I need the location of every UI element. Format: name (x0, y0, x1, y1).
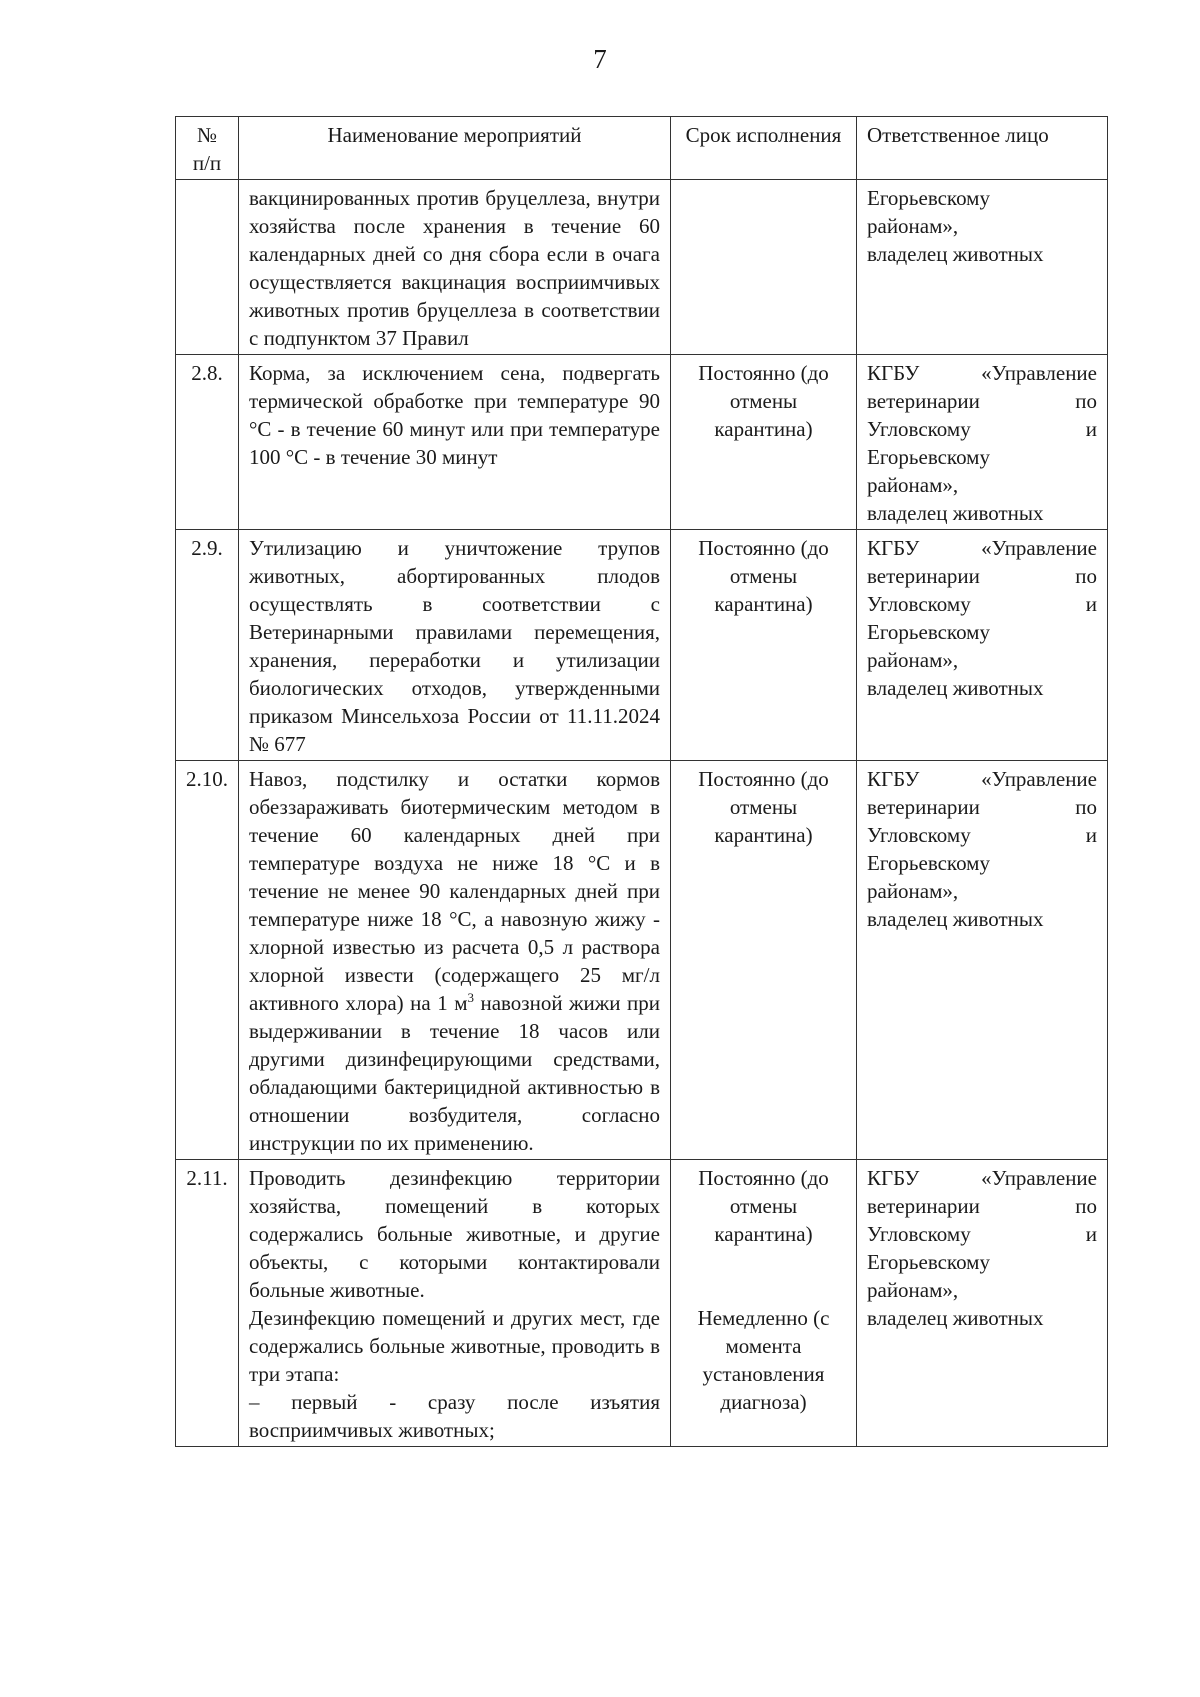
responsible-word: ветеринарии (867, 389, 980, 413)
responsible-word: по (1075, 795, 1097, 819)
responsible-word: «Управление (981, 361, 1097, 385)
responsible-word: ветеринарии (867, 1194, 980, 1218)
responsible-word: КГБУ (867, 767, 920, 791)
row-number: 2.11. (176, 1160, 239, 1447)
responsible-line (867, 1192, 1097, 1220)
row-number: 2.9. (176, 530, 239, 761)
responsible-word: по (1075, 1194, 1097, 1218)
table-row (176, 761, 1108, 1160)
responsible-word: Егорьевскому (867, 445, 990, 469)
deadline-entry: Постоянно (до отмены карантина) (698, 767, 829, 847)
measure-paragraph: Навоз, подстилку и остатки кормов обеззараживать биотермическим методом в течение 60 календарных дней при температуре воздуха не ниже 18 °С и в течение не менее 90 календарных дней при температуре ниже 18 °С, а навозную жижу - хлорной известью из расчета 0,5 л раствора хлорной извести (содержащего 25 мг/л активного хлора) на 1 $м^3$ навозной жижи при выдерживании в течение 18 часов или другими дизинфецирующими средствами, обладающими бактерицидной активностью в отношении возбудителя, согласно инструкции по их применению. (249, 767, 660, 1155)
responsible-word: «Управление (981, 1166, 1097, 1190)
responsible-word: ветеринарии (867, 795, 980, 819)
responsible-word: ветеринарии (867, 564, 980, 588)
responsible-word: районам», (867, 648, 959, 672)
responsible-line (867, 646, 1097, 674)
responsible-line (867, 905, 1097, 933)
responsible-word: районам», (867, 214, 959, 238)
page-number: 7 (593, 44, 607, 74)
measure-text (239, 180, 671, 355)
header-measure-name: Наименование мероприятий (239, 117, 671, 180)
responsible-word: и (1085, 592, 1097, 616)
table-body (176, 180, 1108, 1447)
responsible-line (867, 443, 1097, 471)
responsible-line (867, 1220, 1097, 1248)
deadline-entry: Постоянно (до отмены карантина) (698, 1166, 829, 1246)
responsible-word: по (1075, 389, 1097, 413)
responsible-line (867, 534, 1097, 562)
deadline-text (671, 1160, 857, 1447)
responsible-word: «Управление (981, 767, 1097, 791)
row-number (176, 180, 239, 355)
deadline-text (671, 530, 857, 761)
measure-text (239, 1160, 671, 1447)
table-row (176, 530, 1108, 761)
responsible-line (867, 240, 1097, 268)
responsible-word: Угловскому (867, 592, 971, 616)
responsible-line (867, 849, 1097, 877)
responsible-word: владелец животных (867, 501, 1044, 525)
deadline-entry: Немедленно (с момента установления диагноза) (697, 1306, 830, 1414)
responsible-line (867, 1164, 1097, 1192)
responsible-word: районам», (867, 879, 959, 903)
deadline-text (671, 180, 857, 355)
responsible-word: и (1085, 417, 1097, 441)
responsible-line (867, 212, 1097, 240)
responsible-text (857, 1160, 1108, 1447)
responsible-line (867, 184, 1097, 212)
responsible-word: и (1085, 1222, 1097, 1246)
row-number: 2.8. (176, 355, 239, 530)
responsible-word: Егорьевскому (867, 851, 990, 875)
responsible-word: районам», (867, 1278, 959, 1302)
measure-text (239, 761, 671, 1160)
responsible-line (867, 471, 1097, 499)
measure-paragraph: вакцинированных против бруцеллеза, внутри хозяйства после хранения в течение 60 календарных дней со дня сбора если в очага осуществляется вакцинация восприимчивых животных против бруцеллеза в соответствии с подпунктом 37 Правил (249, 186, 660, 350)
responsible-line (867, 674, 1097, 702)
header-number: № п/п (176, 117, 239, 180)
measure-paragraph: Корма, за исключением сена, подвергать термической обработке при температуре 90 °С - в течение 60 минут или при температуре 100 °С - в течение 30 минут (249, 361, 660, 469)
responsible-line (867, 562, 1097, 590)
responsible-line (867, 387, 1097, 415)
responsible-line (867, 590, 1097, 618)
responsible-line (867, 1276, 1097, 1304)
table-row (176, 180, 1108, 355)
responsible-word: по (1075, 564, 1097, 588)
header-deadline: Срок исполнения (671, 117, 857, 180)
responsible-line (867, 821, 1097, 849)
responsible-word: Егорьевскому (867, 1250, 990, 1274)
responsible-line (867, 499, 1097, 527)
responsible-word: Угловскому (867, 823, 971, 847)
deadline-text (671, 355, 857, 530)
responsible-word: Угловскому (867, 1222, 971, 1246)
responsible-line (867, 359, 1097, 387)
table-row (176, 355, 1108, 530)
responsible-word: владелец животных (867, 1306, 1044, 1330)
deadline-entry: Постоянно (до отмены карантина) (698, 361, 829, 441)
measure-paragraph: Утилизацию и уничтожение трупов животных, абортированных плодов осуществлять в соответствии с Ветеринарными правилами перемещения, хранения, переработки и утилизации биологических отходов, утвержденными приказом Минсельхоза России от 11.11.2024 № 677 (249, 536, 660, 756)
responsible-word: Егорьевскому (867, 620, 990, 644)
header-responsible: Ответственное лицо (857, 117, 1108, 180)
responsible-line (867, 1304, 1097, 1332)
responsible-line (867, 1248, 1097, 1276)
measures-table (175, 116, 1108, 1447)
responsible-word: Угловскому (867, 417, 971, 441)
responsible-text (857, 530, 1108, 761)
responsible-line (867, 877, 1097, 905)
responsible-word: «Управление (981, 536, 1097, 560)
measure-text (239, 355, 671, 530)
responsible-word: и (1085, 823, 1097, 847)
responsible-word: владелец животных (867, 242, 1044, 266)
responsible-line (867, 415, 1097, 443)
measure-paragraph: Дезинфекцию помещений и других мест, где содержались больные животные, проводить в три этапа: (249, 1306, 660, 1386)
table-header-row (176, 117, 1108, 180)
measure-paragraph: – первый - сразу после изъятия восприимчивых животных; (249, 1390, 660, 1442)
deadline-text (671, 761, 857, 1160)
deadline-entry: Постоянно (до отмены карантина) (698, 536, 829, 616)
row-number: 2.10. (176, 761, 239, 1160)
responsible-text (857, 355, 1108, 530)
responsible-word: владелец животных (867, 907, 1044, 931)
responsible-text (857, 180, 1108, 355)
responsible-word: КГБУ (867, 1166, 920, 1190)
responsible-line (867, 765, 1097, 793)
measure-text (239, 530, 671, 761)
responsible-word: КГБУ (867, 536, 920, 560)
measure-paragraph: Проводить дезинфекцию территории хозяйства, помещений в которых содержались больные животные, и другие объекты, с которыми контактировали больные животные. (249, 1166, 660, 1302)
table-row (176, 1160, 1108, 1447)
responsible-line (867, 618, 1097, 646)
responsible-line (867, 793, 1097, 821)
responsible-word: районам», (867, 473, 959, 497)
responsible-word: КГБУ (867, 361, 920, 385)
responsible-word: владелец животных (867, 676, 1044, 700)
responsible-text (857, 761, 1108, 1160)
responsible-word: Егорьевскому (867, 186, 990, 210)
